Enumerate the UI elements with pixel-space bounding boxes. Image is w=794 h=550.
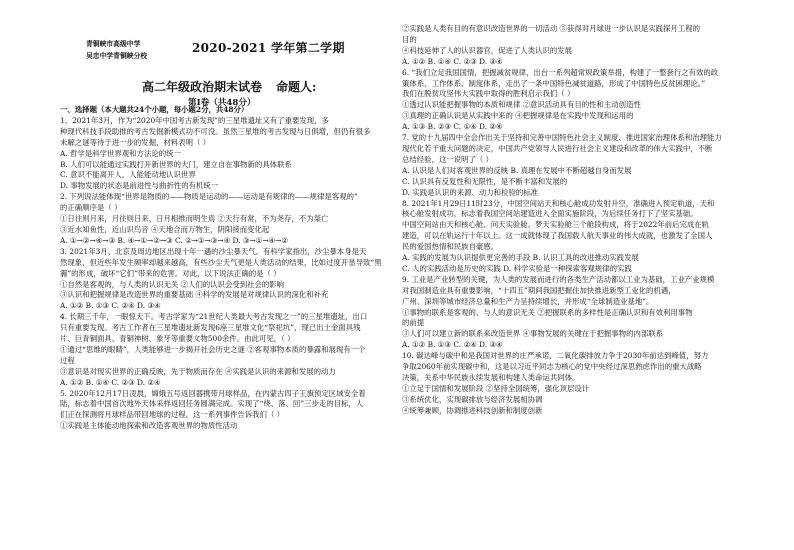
right-column-lines (402, 24, 736, 417)
left-text-line: A. ①② B. ①④ C. ②③ D. ②④ (60, 377, 161, 387)
left-text-line: 1、2021年3月，作为“2020年中国考古新发现”的三星堆遗址又有了重要发现，多 (60, 115, 329, 125)
right-text-line: ④统筹兼顾，协调推进科技创新和制度创新 (402, 405, 543, 415)
left-text-line: B. 人们可以能通过实践打开新世界的大门，建立自在事物新的具体联系 (60, 159, 292, 169)
right-text-line: 9. 工业是产业转型的关键，为人类的发展而进行的各类生产活动都以工业为基础，工业产业规模 (402, 274, 715, 284)
right-text-line: 广州、深圳等城市经济总量和生产力呈持续增长，并形成“全球制造业基地”。 (402, 296, 654, 306)
left-text-line: 的正确顺序是（ ） (60, 203, 122, 213)
left-text-line: 霾”的形成，破坏“它们”带来的危害。对此，以下说法正确的是（ ） (60, 268, 281, 278)
right-text-line: 核心舱发射成功，标志着我国空间站建造进入全面实施阶段，为后续任务打下了坚实基础。 (402, 209, 698, 219)
school-line-2: 吴忠中学青铜峡分校 (86, 52, 148, 60)
left-text-line: D. 事物发展的状态是前进性与曲折性的有机统一 (60, 181, 219, 191)
right-text-line: A. ①② B. ①③ C. ②④ D. ③④ (402, 340, 503, 350)
right-text-line: A. ①③ B. ②③ C. ①④ D. ②④ (402, 122, 503, 132)
left-text-line: 片、巨青铜面具、青铜神树、象牙等重要文物500余件。由此可见，（ ） (60, 334, 295, 344)
left-text-line: A. ①② B. ①③ C. ②④ D. ③④ (60, 301, 161, 311)
right-text-line: 对我国制造业具有重要影响，“十四五”期间我国把握住加快推进新型工业化的机遇， (402, 285, 676, 295)
right-text-line: ③系统优化，实现碳排放与经济发展相协调 (402, 394, 543, 404)
left-column (60, 105, 396, 432)
right-text-line: 的前提 (402, 318, 425, 328)
left-text-line: ①自然是客观的，与人类的认识无关 ②人们的认识会受到社会的影响 (60, 279, 285, 289)
left-text-line: 未解之谜等待于进一步的发掘，材料表明（ ） (60, 137, 211, 147)
right-text-line: 争取2060年前实现碳中和，这是以习近平同志为核心的党中央经过深思熟虑作出的重大战略 (402, 362, 702, 372)
exam-title: 高二年级政治期末试卷 (142, 80, 263, 94)
left-text-line: 们正在探测将月球样品带回地球的过程。这一系列事件告诉我们（ ） (60, 410, 285, 420)
right-text-line: ②实践是人类有目的有意识改造世界的一切活动 ③获得对月球进一步认识是实践探月工程的 (402, 24, 700, 33)
right-text-line: 8. 2021年1月29日11时23分，中国空间站天和核心舱成功发射升空，准确进入预定轨道，天和 (402, 198, 715, 208)
right-column (402, 24, 736, 417)
left-text-line: 种现代科技手段助推的考古发掘新模式功不可没。虽然三星堆的考古发现与日俱增，但仍有很多 (60, 126, 371, 136)
right-text-line: 7. 党的十九届四中全会作出关于坚持和完善中国特色社会主义制度、推进国家治理体系和治理能力 (402, 133, 722, 143)
left-text-line: ①实践是主体能动地探索和改造客观世界的物质性活动 (60, 421, 238, 431)
section-heading: 一、选择题（本大题共24个小题，每小题2分，共48分） (60, 105, 249, 114)
right-text-line: C. 人的实践活动是历史的实践 D. 科学实验是一种探索客观规律的实践 (402, 263, 632, 273)
exam-header (86, 38, 406, 70)
right-text-line: ①事物的联系是客观的、与人的意识无关 ②把握联系的多样性是正确认识和有效利用事物 (402, 307, 693, 317)
right-text-line: C. 认识具有反复性和无限性，是不断丰富和发展的 (402, 176, 568, 186)
right-text-line: D. 实践是认识的来源、动力和检验的标准 (402, 187, 539, 197)
left-text-line: 陆，标志着中国首次地外天体采样返回任务圆满完成。实现了“绕、落、回”三步走的目标，人 (60, 399, 364, 409)
left-text-line: 2. 下列说法能体现“世界是物质的——物质是运动的——运动是有规律的——规律是客观的” (60, 192, 358, 202)
left-text-line: A. ①→②→④→③ B. ④→①→②→③ C. ②→①→③→④ D. ③→①→④→② (60, 235, 288, 245)
left-text-line: 3. 2021年3月，北京及周边地区出现十年一遇的沙尘暴天气。有科学家指出，沙尘暴本身是天 (60, 246, 367, 256)
left-text-line: 4. 长期三千年，一眼惊天下。考古学家为“21世纪人类最大考古发现之一”的三星堆遗址，出口 (60, 312, 368, 322)
right-text-line: ①立足于国情和发展阶段 ②坚持全国统筹，强化顶层设计 (402, 383, 590, 393)
left-text-line: ①日往则月来，月往则日来，日月相推而明生焉 ②天行有常，不为尧存，不为桀亡 (60, 214, 329, 224)
left-text-line: ③意识是对现实世界的正确反映，先于物质而存在 ④实践是认识的来源和发展的动力 (60, 366, 336, 376)
right-text-line: A. ①② B. ①④ C. ②③ D. ③④ (402, 56, 503, 66)
right-text-line: 策体系、工作体系、制度体系，走出了一条中国特色减贫道路，形成了中国特色反贫困理论。” (402, 78, 706, 88)
right-text-line: 中国空间站由天和核心舱、问天实验舱、梦天实验舱三个舱段构成，将于2022年前后完成在轨 (402, 220, 710, 230)
right-text-line: 民的爱国热情和民族自豪感。 (402, 242, 499, 252)
left-text-line: 然现象，但近些年发生频率却越来越高，有些沙尘天气更是人类活动的结果，比如过度开垦导致“黑 (60, 257, 382, 267)
volume-heading: 第I卷（共48分） (188, 98, 256, 108)
right-text-line: 总结经验，这一说明了（ ） (402, 154, 494, 164)
left-text-line: A. 哲学是科学世界观和方法论的统一 (60, 148, 181, 158)
right-text-line: A. 认识是人们对客观世界的反映 B. 真理在发展中不断超越自身而发展 (402, 165, 632, 175)
right-text-line: 6. “我们立足我国国情，把握减贫规律，出台一系列超常规政策举措，构建了一整套行之有效的政 (402, 67, 719, 77)
left-column-lines (60, 116, 396, 432)
right-text-line: ④科技延伸了人的认识器官，促进了人类认识的发展 (402, 45, 572, 55)
right-text-line: 决策，关系中华民族永续发展和构建人类命运共同体。 (402, 373, 580, 382)
left-text-line: ③认识和把握规律是改造世界的重要基础 ④科学的发展是对规律认识的深化和补充 (60, 290, 329, 300)
author-label: 命题人: (276, 80, 317, 94)
right-text-line: 建造，可以在轨运行十年以上。这一成就体现了我国载人航天事业的伟大成就，也激发了全国人 (402, 231, 713, 241)
right-text-line: ③真理的正确认识是从实践中来的 ④把握规律是在实践中发现和运用的 (402, 111, 634, 121)
left-text-line: C. 意识不能离开人，人能能动地认识世界 (60, 170, 196, 180)
right-text-line: 我们在脱贫攻坚伟大实践中取得的胜利启示我们（ ） (402, 89, 575, 99)
right-text-line: 目的 (402, 34, 417, 44)
year-term: 2020-2021 学年第二学期 (192, 41, 345, 55)
left-text-line: ①通过“思维的眼睛”，人类能够进一步揭开社会历史之谜 ②客观事物本质的暴露和展现有一个 (60, 344, 366, 354)
left-text-line: 过程 (60, 355, 75, 365)
left-text-line: 只有重要发现。考古工作者在三星堆遗址新发现6座三星堆文化“祭祀坑”，现已出土金面具残 (60, 323, 361, 333)
right-text-line: ①透过认识能把握事物的本质和规律 ②意识活动具有目的性和主动创造性 (402, 100, 641, 110)
right-text-line: 10. 碳达峰与碳中和是我国对世界的庄严承诺，二氧化碳排放力争于2030年前达到峰值，努力 (402, 351, 709, 361)
right-text-line: ③人们可以建立新的联系来改造世界 ④事物发展的关键在于把握事物的内部联系 (402, 329, 664, 339)
exam-title-row (142, 78, 316, 95)
school-line-1: 青铜峡市高级中学 (86, 40, 141, 48)
left-text-line: ③近水知鱼性，近山识鸟音 ④天地合而万物生，阴阳接而变化起 (60, 224, 270, 234)
school-names (86, 38, 147, 62)
right-text-line: A. 实践的发展为认识提供更完善的手段 B. 认识工具的改进推动实践发展 (402, 253, 639, 263)
left-text-line: 5. 2020年12月17日凌晨，嫦娥五号返回器携带月球样品，在内蒙古四子王旗预定区域安全着 (60, 388, 366, 398)
right-text-line: 现代化若干重大问题的决定，中国共产党领导人民进行社会主义建设和改革的伟大实践中，不断 (402, 143, 713, 153)
